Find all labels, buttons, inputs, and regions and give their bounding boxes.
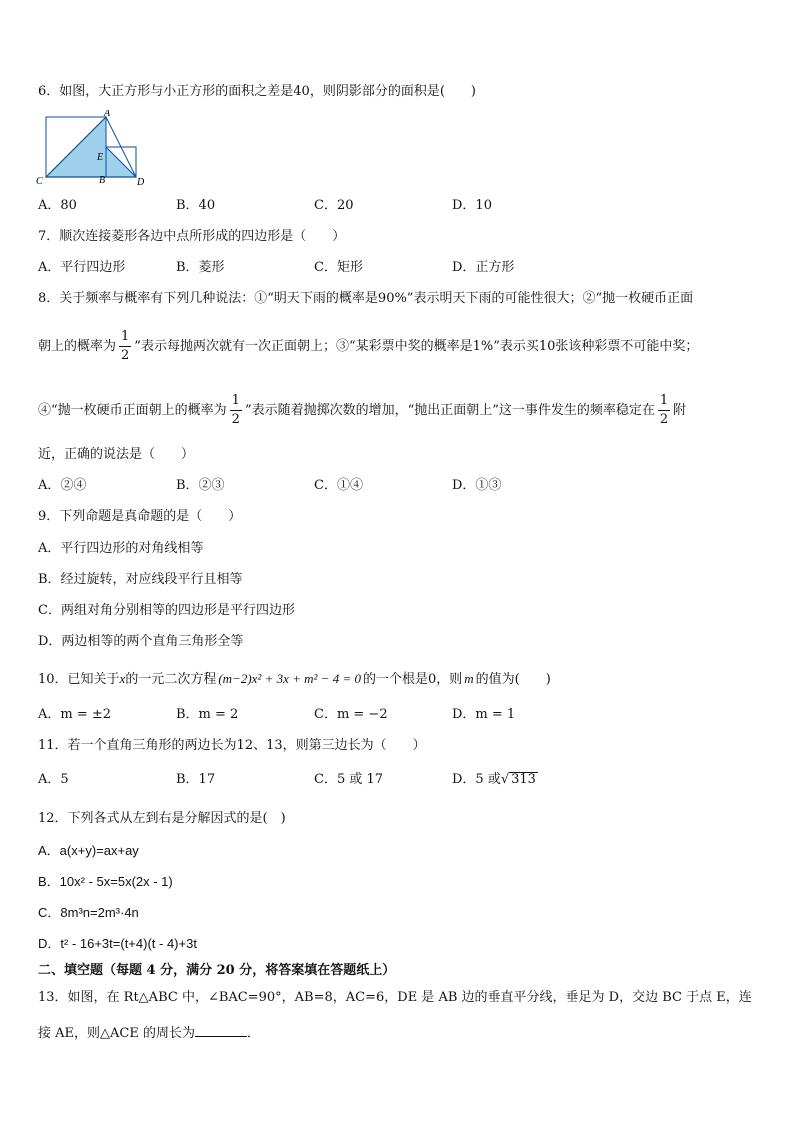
sqrt-icon: √ [500, 772, 510, 787]
q8-line-1: 8．关于频率与概率有下列几种说法：①“明天下雨的概率是90%”表示明天下雨的可能性很大；②“抛一枚硬币正面 [38, 291, 694, 306]
fraction-numerator: 1 [119, 328, 131, 347]
q9-stem: 9．下列命题是真命题的是（ ） [38, 509, 242, 524]
q13-line-2 [38, 1022, 260, 1043]
q8-option-b[interactable]: B．②③ [176, 478, 225, 493]
q12-choice-c[interactable]: C．8m³n=2m³·4n [38, 905, 139, 920]
q10-option-c[interactable]: C．m = −2 [314, 707, 388, 722]
q10-suffix: 的一个根是0，则 [362, 672, 463, 687]
q9-choice-b[interactable]: B．经过旋转，对应线段平行且相等 [38, 572, 243, 587]
q8-line-2 [38, 328, 698, 365]
q8-line-3-text-a: ④“抛一枚硬币正面朝上的概率为 [38, 403, 227, 418]
q6-stem: 6．如图，大正方形与小正方形的面积之差是40，则阴影部分的面积是( ) [38, 84, 476, 99]
q11-option-d-text: D．5 或 [452, 772, 501, 787]
q12-choice-a[interactable]: A．a(x+y)=ax+ay [38, 843, 139, 858]
fraction-one-half [658, 392, 670, 429]
q7-option-c[interactable]: C．矩形 [314, 260, 363, 275]
q8-line-2-text-a: 朝上的概率为 [38, 339, 117, 354]
q11-option-c[interactable]: C．5 或 17 [314, 772, 384, 787]
q10-option-d[interactable]: D．m = 1 [452, 707, 516, 722]
q11-option-a[interactable]: A．5 [38, 772, 69, 787]
q7-option-a[interactable]: A．平行四边形 [38, 260, 126, 275]
q12-choice-b[interactable]: B．10x² - 5x=5x(2x - 1) [38, 874, 173, 889]
label-d: D [137, 177, 145, 188]
q9-choice-a[interactable]: A．平行四边形的对角线相等 [38, 541, 204, 556]
section-2-title: 二、填空题（每题 4 分，满分 20 分，将答案填在答题纸上） [38, 963, 396, 978]
q8-line-3-text-b: ”表示随着抛掷次数的增加，“抛出正面朝上”这一事件发生的频率稳定在 [244, 403, 655, 418]
label-c: C [36, 176, 43, 187]
q13-line-1: 13．如图，在 Rt△ABC 中，∠BAC=90°，AB=8，AC=6，DE 是 AB 边的垂直平分线，垂足为 D，交边 BC 于点 E，连 [38, 990, 752, 1005]
q10-stem [38, 670, 551, 689]
q6-option-b[interactable]: B．40 [176, 198, 216, 213]
q6-figure [36, 110, 146, 190]
label-e: E [97, 152, 104, 163]
fraction-denominator: 2 [121, 348, 130, 363]
q6-option-d[interactable]: D．10 [452, 198, 492, 213]
q9-choice-d[interactable]: D．两边相等的两个直角三角形全等 [38, 634, 244, 649]
q10-equation: (m−2)x² + 3x + m² − 4 = 0 [218, 671, 361, 686]
q12-stem: 12．下列各式从左到右是分解因式的是( ) [38, 811, 286, 826]
q8-options [38, 477, 758, 495]
q12-choice-d[interactable]: D．t² - 16+3t=(t+4)(t - 4)+3t [38, 936, 197, 951]
q10-tail: 的值为( ) [475, 672, 551, 687]
q8-option-a[interactable]: A．②④ [38, 478, 87, 493]
fraction-numerator: 1 [658, 392, 670, 411]
q8-option-c[interactable]: C．①④ [314, 478, 363, 493]
q7-option-b[interactable]: B．菱形 [176, 260, 225, 275]
q10-mid: 的一元二次方程 [125, 672, 217, 687]
variable-x: x [119, 671, 126, 686]
q8-line-3-text-c: 附 [673, 403, 687, 418]
label-b: B [99, 175, 106, 186]
q10-option-a[interactable]: A．m = ±2 [38, 707, 112, 722]
q11-option-d[interactable] [452, 771, 538, 789]
fraction-numerator: 1 [230, 392, 242, 411]
fraction-denominator: 2 [659, 412, 669, 427]
q8-option-d[interactable]: D．①③ [452, 478, 502, 493]
q11-options [38, 771, 758, 789]
q10-prefix: 10．已知关于 [38, 672, 120, 687]
label-a: A [104, 110, 111, 119]
q8-line-3 [38, 392, 686, 429]
q9-choice-c[interactable]: C．两组对角分别相等的四边形是平行四边形 [38, 603, 295, 618]
q7-stem: 7．顺次连接菱形各边中点所形成的四边形是（ ） [38, 229, 346, 244]
radicand: 313 [511, 772, 536, 787]
answer-blank[interactable] [195, 1022, 247, 1037]
variable-m: m [464, 671, 474, 686]
q11-stem: 11．若一个直角三角形的两边长为12、13，则第三边长为（ ） [38, 738, 426, 753]
q6-option-a[interactable]: A．80 [38, 198, 77, 213]
q13-end: ． [246, 1026, 260, 1041]
fraction-denominator: 2 [231, 412, 240, 427]
q6-options [38, 197, 758, 215]
q8-line-4: 近，正确的说法是（ ） [38, 447, 195, 462]
q7-option-d[interactable]: D．正方形 [452, 260, 515, 275]
q10-option-b[interactable]: B．m = 2 [176, 707, 239, 722]
q8-line-2-text-b: ”表示每抛两次就有一次正面朝上；③“某彩票中奖的概率是1%”表示买10张该种彩票不可能中奖； [134, 339, 699, 354]
fraction-one-half [230, 392, 242, 429]
q6-option-c[interactable]: C．20 [314, 198, 354, 213]
q10-options [38, 706, 758, 724]
q13-line-2-text: 接 AE，则△ACE 的周长为 [38, 1026, 195, 1041]
q11-option-b[interactable]: B．17 [176, 772, 216, 787]
q7-options [38, 259, 758, 277]
fraction-one-half [119, 328, 131, 365]
